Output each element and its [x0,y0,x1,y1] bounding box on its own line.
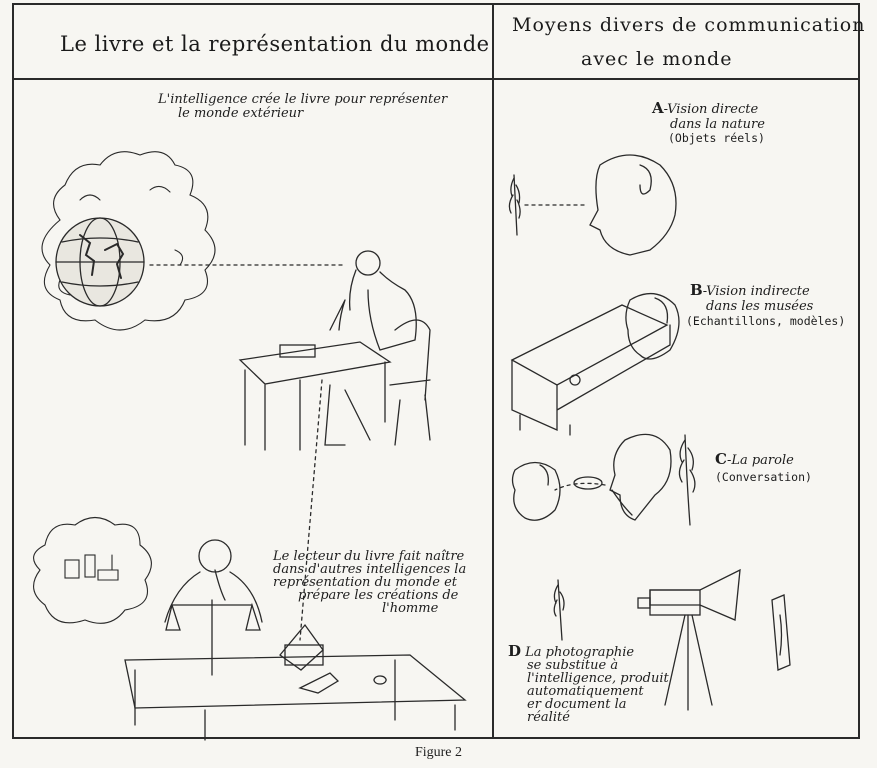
left-caption-bottom-line1: Le lecteur du livre fait naître [273,549,465,564]
item-b-line2: dans les musées [706,299,814,314]
right-panel-title-line2: avec le monde [581,48,733,70]
item-c-title: -La parole [726,453,794,468]
left-caption-top-line1: L'intelligence crée le livre pour représenter [158,92,448,107]
camera-illustration [638,570,740,710]
wheat-illustration-a [509,175,520,235]
speaker-head-illustration [610,434,671,520]
item-d-line6: réalité [527,710,570,725]
city-cloud-illustration [34,518,152,624]
item-d-title: La photographie [525,645,635,660]
globe-illustration [56,218,144,306]
left-caption-bottom-line2: dans d'autres intelligences la [273,562,467,577]
item-a-line2: dans la nature [670,117,765,132]
item-b-line3: (Echantillons, modèles) [686,314,846,328]
wheat-illustration-c [679,435,694,525]
item-a-letter: A [652,99,664,117]
left-caption-bottom-line3: représentation du monde et [273,575,457,590]
item-a-line3: (Objets réels) [668,131,765,145]
head-profile-a-illustration [590,155,676,255]
item-c-line2: (Conversation) [715,470,812,484]
item-a-line1 [652,99,759,117]
item-d-line3: l'intelligence, produit [527,671,669,686]
right-panel-title-line1: Moyens divers de communication [512,14,866,36]
wheat-illustration-d [554,580,564,640]
museum-case-illustration [512,305,670,435]
left-caption-top-line2: le monde extérieur [178,106,304,121]
item-b-title: -Vision indirecte [702,284,810,299]
photograph-frame-illustration [772,595,790,670]
item-d-letter: D [508,642,522,660]
item-d-line4: automatiquement [527,684,644,699]
left-panel-title: Le livre et la représentation du monde [60,32,490,56]
listener-head-illustration [513,463,561,521]
item-b-letter: B [690,281,703,299]
figure-caption: Figure 2 [414,745,463,760]
item-a-title: -Vision directe [663,102,759,117]
left-caption-bottom-line5: l'homme [382,601,439,616]
item-d-line1 [508,642,635,660]
item-c-letter: C [715,450,727,468]
item-d-line2: se substitue à [527,658,619,673]
writer-at-desk-illustration [240,251,430,450]
item-c-line1 [715,450,794,468]
item-d-line5: er document la [527,697,627,712]
left-caption-bottom-line4: prépare les créations de [298,588,459,603]
head-profile-b-illustration [626,294,679,359]
table-illustration [125,655,465,740]
item-b-line1 [690,281,810,299]
